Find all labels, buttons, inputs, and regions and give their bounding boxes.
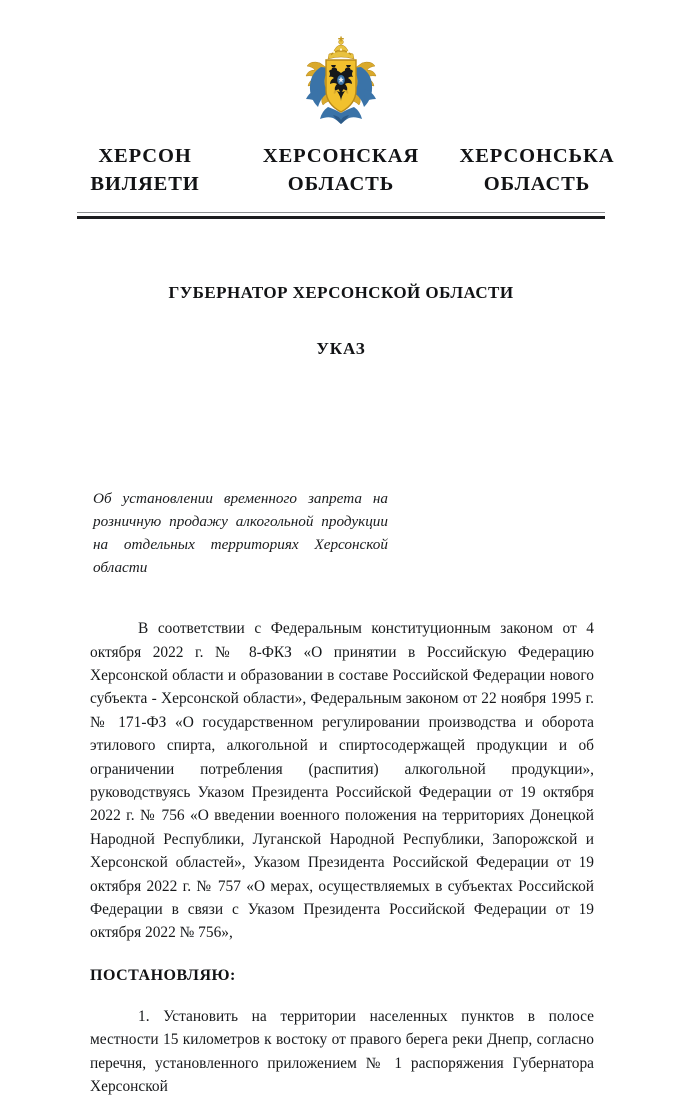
header-divider	[77, 212, 605, 221]
header-lang-crimean-tatar	[47, 143, 243, 199]
header-lang-1-line-1: ХЕРСОН	[98, 145, 192, 167]
header-lang-3-line-2: ОБЛАСТЬ	[483, 172, 591, 195]
preamble-paragraph: В соответствии с Федеральным конституционным законом от 4 октября 2022 г. № 8-ФКЗ «О принятии в Российскую Федерацию Херсонской области и образовании в составе Российской Федерации нового субъекта - Херсонской области», Федеральным законом от 22 ноября 1995 г. № 171-ФЗ «О государственном регулировании производства и оборота этилового спирта, алкогольной и спиртосодержащей продукции и об ограничении потребления (распития) алкогольной продукции», руководствуясь Указом Президента Российской Федерации от 19 октября 2022 г. № 756 «О введении военного положения на территориях Донецкой Народной Республики, Луганской Народной Республики, Запорожской и Херсонской областей», Указом Президента Российской Федерации от 19 октября 2022 г. № 757 «О мерах, осуществляемых в субъектах Российской Федерации в связи с Указом Президента Российской Федерации от 19 октября 2022 № 756»,	[90, 620, 594, 942]
document-kind: УКАЗ	[316, 338, 366, 358]
divider-line-thin	[77, 212, 605, 214]
page-title: ГУБЕРНАТОР ХЕРСОНСКОЙ ОБЛАСТИ	[168, 282, 514, 302]
header-lang-2-line-2: ОБЛАСТЬ	[287, 172, 395, 195]
emblem-container	[0, 0, 682, 127]
document-body	[90, 617, 594, 945]
header-lang-2-line-1: ХЕРСОНСКАЯ	[262, 145, 420, 167]
clause-list	[90, 1005, 594, 1098]
header-lang-3-line-1: ХЕРСОНСЬКА	[459, 145, 615, 167]
header-lang-ukrainian	[439, 143, 635, 199]
trilingual-header	[0, 143, 682, 199]
divider-line-thick	[77, 216, 605, 219]
coat-of-arms-icon	[298, 33, 384, 127]
resolve-heading: ПОСТАНОВЛЯЮ:	[90, 966, 236, 984]
header-lang-russian	[243, 143, 439, 199]
header-lang-1-line-2: ВИЛЯЕТИ	[90, 172, 200, 195]
document-subject: Об установлении временного запрета на розничную продажу алкогольной продукции на отдельных территориях Херсонской области	[93, 489, 388, 577]
clause-item-1: 1. Установить на территории населенных пунктов в полосе местности 15 километров к востоку от правого берега реки Днепр, согласно перечня, установленного приложением № 1 распоряжения Губернатора Херсонской	[90, 1007, 594, 1096]
